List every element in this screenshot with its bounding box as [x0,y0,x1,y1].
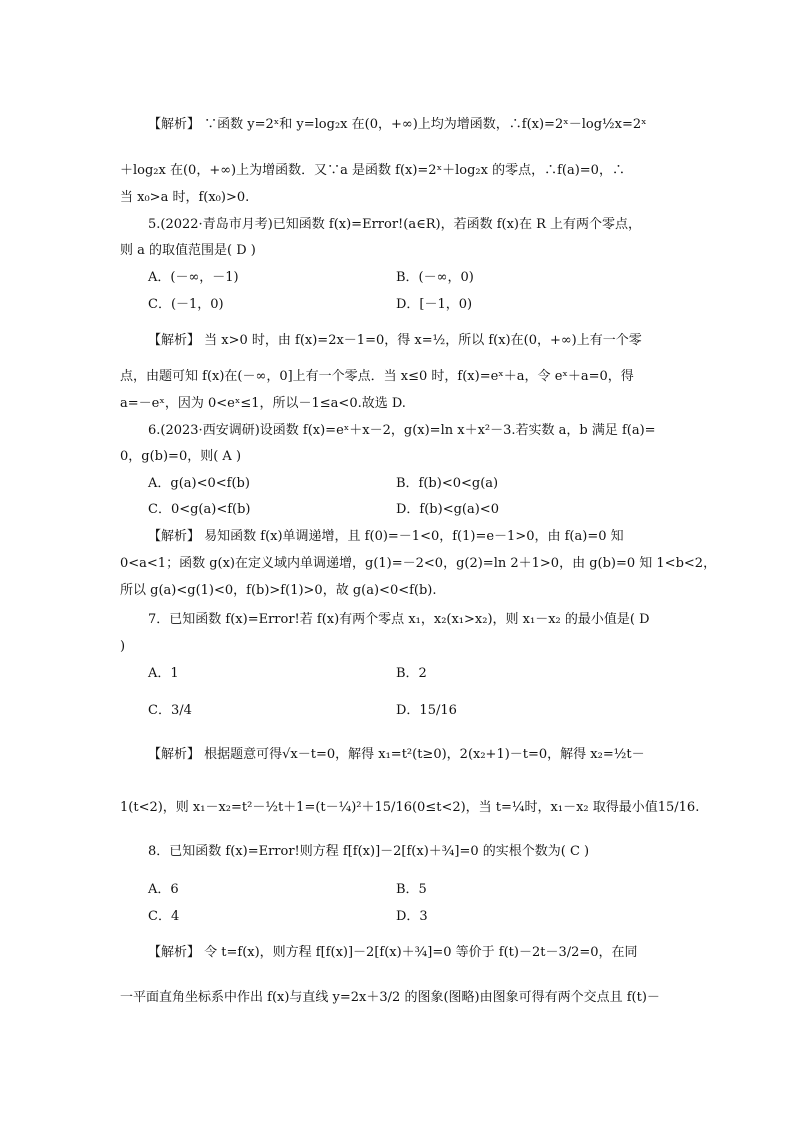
text-line: 【解析】 ∵函数 y=2ˣ和 y=log₂x 在(0，+∞)上均为增函数，∴f(x)=2ˣ－log½x=2ˣ [148,117,647,132]
solution-5: 点，由题可知 f(x)在(－∞，0]上有一个零点．当 x≤0 时，f(x)=eˣ＋a，令 eˣ＋a=0，得 [120,369,634,384]
question-6-stem: 6.(2023·西安调研)设函数 f(x)=eˣ＋x－2，g(x)=ln x＋x²－3.若实数 a，b 满足 f(a)= [148,423,656,438]
option-b: B．5 [396,882,427,897]
solution-6: 所以 g(a)<g(1)<0，f(b)>f(1)>0，故 g(a)<0<f(b). [120,583,437,598]
question-5-stem: 则 a 的取值范围是( D ) [120,243,256,258]
question-7-stem: ) [120,639,126,654]
option-b: B．2 [396,666,427,681]
solution-6: 0<a<1；函数 g(x)在定义域内单调递增，g(1)=－2<0，g(2)=ln 2＋1>0，由 g(b)=0 知 1<b<2， [120,556,717,571]
solution-6: 【解析】 易知函数 f(x)单调递增，且 f(0)=－1<0，f(1)=e－1>0，由 f(a)=0 知 [148,529,624,544]
option-d: D．15/16 [396,703,457,718]
option-c: C．0<g(a)<f(b) [148,502,251,517]
option-d: D．3 [396,909,428,924]
option-b: B．(－∞，0) [396,270,474,285]
question-7-stem: 7．已知函数 f(x)=Error!若 f(x)有两个零点 x₁，x₂(x₁>x₂)，则 x₁－x₂ 的最小值是( D [148,612,650,627]
option-a: A．(－∞，－1) [148,270,239,285]
option-d: D．[－1，0) [396,297,473,312]
solution-5: 【解析】 当 x>0 时，由 f(x)=2x－1=0，得 x=½，所以 f(x)在(0，+∞)上有一个零 [148,333,642,348]
solution-8: 一平面直角坐标系中作出 f(x)与直线 y=2x＋3/2 的图象(图略)由图象可得有两个交点且 f(t)－ [120,990,660,1005]
solution-7: 1(t<2)，则 x₁－x₂=t²－½t＋1=(t－¼)²＋15/16(0≤t<2)，当 t=¼时，x₁－x₂ 取得最小值15/16. [120,800,700,815]
option-c: C．(－1，0) [148,297,224,312]
text-line: 当 x₀>a 时，f(x₀)>0. [120,190,250,205]
option-d: D．f(b)<g(a)<0 [396,502,499,517]
option-a: A．6 [148,882,179,897]
solution-7: 【解析】 根据题意可得√x－t=0，解得 x₁=t²(t≥0)，2(x₂+1)－t=0，解得 x₂=½t－ [148,747,645,762]
option-c: C．4 [148,909,180,924]
solution-5: a=－eˣ，因为 0<eˣ≤1，所以－1≤a<0.故选 D. [120,396,406,411]
question-8-stem: 8．已知函数 f(x)=Error!则方程 f[f(x)]－2[f(x)＋¾]=0 的实根个数为( C ) [148,844,590,859]
text-line: ＋log₂x 在(0，+∞)上为增函数．又∵a 是函数 f(x)=2ˣ＋log₂x 的零点，∴f(a)=0，∴ [120,163,625,178]
option-b: B．f(b)<0<g(a) [396,476,499,491]
question-5-stem: 5.(2022·青岛市月考)已知函数 f(x)=Error!(a∈R)，若函数 f(x)在 R 上有两个零点， [148,217,642,232]
question-6-stem: 0，g(b)=0，则( A ) [120,449,242,464]
option-a: A．1 [148,666,179,681]
option-c: C．3/4 [148,703,192,718]
solution-8: 【解析】 令 t=f(x)，则方程 f[f(x)]－2[f(x)＋¾]=0 等价于 f(t)－2t－3/2=0，在同 [148,945,638,960]
option-a: A．g(a)<0<f(b) [148,476,250,491]
